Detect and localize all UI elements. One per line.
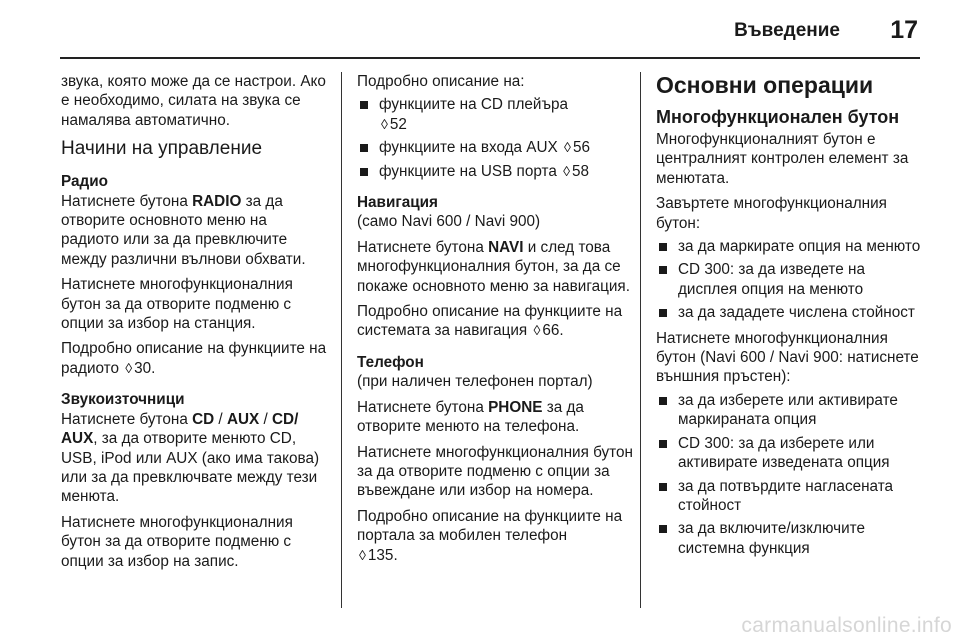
audio-paragraph-1 (61, 410, 327, 507)
nav-paragraph-2 (357, 302, 639, 341)
header-rule (60, 57, 920, 59)
multifunction-paragraph-1: Многофункционалният бутон е централният контролен елемент за менютата. (656, 131, 909, 187)
section-title-controls: Начини на управление (61, 138, 263, 160)
text: функциите на USB порта (379, 162, 557, 180)
column-divider-2 (640, 72, 641, 608)
rotate-list (656, 237, 922, 323)
text: , за да отворите менюто CD, USB, iPod или AUX (ако има такова) или за да превключвате между тези менюта. (61, 430, 320, 506)
page-ref[interactable]: 135. (367, 546, 398, 564)
page-ref-arrow-icon: ◊ (125, 359, 133, 376)
phone-heading: Телефон (357, 353, 424, 371)
list-item: за да потвърдите нагласената стойност (656, 477, 922, 516)
list-item (357, 138, 639, 157)
intro-paragraph: звука, която може да се настрои. Ако е необходимо, силата на звука се намалява автоматично. (61, 73, 326, 129)
list-item: за да зададете числена стойност (656, 303, 922, 322)
cd-key: CD (192, 410, 215, 428)
text: Натиснете бутона (61, 410, 193, 428)
phone-paragraph-2: Натиснете многофункционалния бутон за да отворите подменю с опции за въвеждане или избор на номера. (357, 443, 633, 500)
text: Подробно описание на функциите на системата за навигация (357, 303, 623, 340)
text: и след това многофункционалния бутон, за да се покаже основното меню за навигация. (357, 238, 630, 295)
phone-subtitle: (при наличен телефонен портал) (357, 373, 593, 391)
page-ref-arrow-icon: ◊ (533, 322, 541, 339)
radio-heading: Радио (61, 173, 108, 191)
text: за да отворите основното меню на радиото или за да превключите между различни вълнови обхвати. (61, 192, 306, 268)
navi-key: NAVI (488, 238, 524, 256)
page-ref-arrow-icon: ◊ (564, 139, 571, 156)
phone-key: PHONE (488, 398, 543, 416)
page-ref[interactable]: 66. (542, 322, 564, 340)
details-list (357, 95, 639, 181)
text: / (259, 410, 272, 428)
text: Натиснете бутона (61, 192, 193, 210)
nav-heading: Навигация (357, 194, 438, 212)
page-ref-arrow-icon: ◊ (359, 546, 366, 563)
watermark: carmanualsonline.info (741, 614, 952, 637)
page-ref[interactable]: 56 (572, 139, 590, 157)
list-item: за да маркирате опция на менюто (656, 237, 922, 256)
list-item: CD 300: за да изберете или активирате изведената опция (656, 434, 922, 473)
page-ref-arrow-icon: ◊ (381, 115, 388, 132)
list-item: CD 300: за да изведете на дисплея опция на менюто (656, 260, 922, 299)
press-list (656, 391, 922, 558)
column-1 (61, 72, 327, 577)
text: Подробно описание на функциите на радиото (61, 340, 327, 377)
radio-paragraph-3 (61, 339, 327, 378)
section-title-basic-ops: Основни операции (656, 72, 874, 98)
text: Подробно описание на функциите на портала за мобилен телефон (357, 507, 623, 545)
radio-paragraph-1 (61, 192, 327, 270)
page-ref[interactable]: 58 (572, 162, 590, 180)
text: Натиснете бутона (357, 398, 489, 416)
chapter-title: Въведение (734, 20, 840, 41)
page-number: 17 (890, 16, 918, 44)
nav-paragraph-1 (357, 238, 639, 296)
multifunction-heading: Многофункционален бутон (656, 107, 900, 127)
multifunction-paragraph-2: Завъртете многофункционалния бутон: (656, 195, 887, 232)
radio-paragraph-2: Натиснете многофункционалния бутон за да отворите подменю с опции за избор на станция. (61, 276, 293, 333)
text: функциите на входа AUX (379, 139, 558, 157)
page-header (0, 0, 960, 62)
column-2 (357, 72, 639, 571)
nav-subtitle: (само Navi 600 / Navi 900) (357, 213, 541, 231)
list-item (357, 162, 639, 181)
page-ref-arrow-icon: ◊ (563, 162, 571, 179)
phone-paragraph-3 (357, 507, 639, 565)
cd-aux-key: CD/ AUX (61, 410, 299, 448)
text: за да отворите менюто на телефона. (357, 398, 584, 436)
list-item (357, 95, 639, 134)
radio-key: RADIO (192, 192, 242, 210)
audio-paragraph-2: Натиснете многофункционалния бутон за да отворите подменю с опции за избор на запис. (61, 513, 293, 570)
column-divider-1 (341, 72, 342, 608)
column-3 (656, 72, 922, 564)
list-item: за да изберете или активирате маркираната опция (656, 391, 922, 430)
text: / (214, 410, 227, 428)
phone-paragraph-1 (357, 398, 639, 437)
aux-key: AUX (226, 410, 260, 428)
details-intro: Подробно описание на: (357, 73, 525, 90)
page-ref[interactable]: 30. (134, 359, 156, 377)
audio-heading: Звукоизточници (61, 391, 185, 409)
text: Натиснете бутона (357, 238, 489, 256)
multifunction-paragraph-3: Натиснете многофункционалния бутон (Navi 600 / Navi 900: натиснете външния пръстен): (656, 329, 919, 386)
text: функциите на CD плейъра (379, 96, 569, 114)
page-ref[interactable]: 52 (389, 115, 407, 133)
list-item: за да включите/изключите системна функция (656, 519, 922, 558)
